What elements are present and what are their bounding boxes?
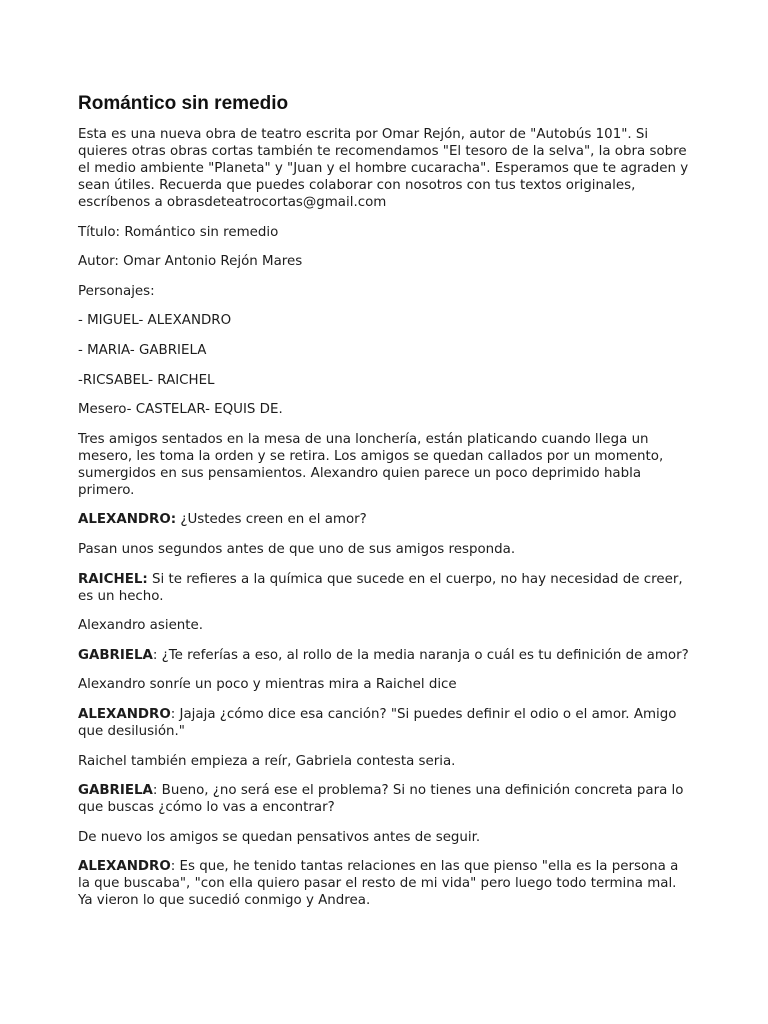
document-page: [78, 92, 693, 922]
text-paragraph: [78, 372, 693, 389]
text-paragraph: [78, 541, 693, 558]
paragraph-text: Tres amigos sentados en la mesa de una lonchería, están platicando cuando llega un mesero, les toma la orden y se retira. Los amigos se quedan callados por un momento, sumergidos en sus pensamientos. Alexandro quien parece un poco deprimido habla primero.: [78, 431, 664, 498]
text-paragraph: [78, 431, 693, 499]
paragraph-text: - MARIA- GABRIELA: [78, 342, 207, 358]
speaker-name: ALEXANDRO: [78, 859, 171, 875]
document-title: Romántico sin remedio: [78, 93, 289, 114]
text-paragraph: [78, 253, 693, 270]
dialogue-paragraph: [78, 858, 693, 909]
paragraph-text: : Bueno, ¿no será ese el problema? Si no tienes una definición concreta para lo que buscas ¿cómo lo vas a encontrar?: [78, 783, 684, 816]
paragraph-text: Raichel también empieza a reír, Gabriela contesta seria.: [78, 753, 456, 769]
dialogue-paragraph: [78, 511, 693, 528]
dialogue-paragraph: [78, 647, 693, 664]
paragraph-text: : Jajaja ¿cómo dice esa canción? "Si puedes definir el odio o el amor. Amigo que desilusión.": [78, 706, 677, 739]
text-paragraph: [78, 312, 693, 329]
text-paragraph: [78, 829, 693, 846]
document-body: [78, 126, 693, 909]
paragraph-text: : ¿Te referías a eso, al rollo de la media naranja o cuál es tu definición de amor?: [152, 647, 689, 663]
text-paragraph: [78, 676, 693, 693]
paragraph-text: Alexandro sonríe un poco y mientras mira a Raichel dice: [78, 677, 457, 693]
paragraph-text: Pasan unos segundos antes de que uno de sus amigos responda.: [78, 541, 516, 557]
paragraph-text: Si te refieres a la química que sucede en el cuerpo, no hay necesidad de creer, es un hecho.: [78, 571, 683, 604]
paragraph-text: Alexandro asiente.: [78, 618, 204, 634]
paragraph-text: -RICSABEL- RAICHEL: [78, 372, 215, 388]
paragraph-text: Personajes:: [78, 283, 155, 299]
dialogue-paragraph: [78, 571, 693, 605]
paragraph-text: Mesero- CASTELAR- EQUIS DE.: [78, 402, 283, 418]
text-paragraph: [78, 753, 693, 770]
paragraph-text: - MIGUEL- ALEXANDRO: [78, 313, 232, 329]
paragraph-text: Título: Romántico sin remedio: [78, 224, 279, 240]
text-paragraph: [78, 126, 693, 211]
speaker-name: ALEXANDRO: [78, 706, 171, 722]
paragraph-text: Esta es una nueva obra de teatro escrita por Omar Rejón, autor de "Autobús 101". Si quieres otras obras cortas también te recomendamos "El tesoro de la selva", la obra sobre el medio ambiente "Planeta" y "Juan y el hombre cucaracha". Esperamos que te agraden y sean útiles. Recuerda que puedes colaborar con nosotros con tus textos originales, escríbenos a obrasdeteatrocortas@gmail.com: [78, 127, 689, 210]
text-paragraph: [78, 401, 693, 418]
speaker-name: GABRIELA: [78, 783, 153, 799]
paragraph-text: De nuevo los amigos se quedan pensativos antes de seguir.: [78, 829, 481, 845]
speaker-name: GABRIELA: [78, 647, 153, 663]
text-paragraph: [78, 342, 693, 359]
paragraph-text: ¿Ustedes creen en el amor?: [176, 512, 367, 528]
text-paragraph: [78, 224, 693, 241]
speaker-name: RAICHEL:: [78, 571, 148, 587]
text-paragraph: [78, 617, 693, 634]
paragraph-text: Autor: Omar Antonio Rejón Mares: [78, 254, 303, 270]
dialogue-paragraph: [78, 782, 693, 816]
speaker-name: ALEXANDRO:: [78, 512, 177, 528]
paragraph-text: : Es que, he tenido tantas relaciones en las que pienso "ella es la persona a la que buscaba", "con ella quiero pasar el resto de mi vida" pero luego todo termina mal. Ya vieron lo que sucedió conmigo y Andrea.: [78, 859, 679, 909]
dialogue-paragraph: [78, 706, 693, 740]
text-paragraph: [78, 283, 693, 300]
